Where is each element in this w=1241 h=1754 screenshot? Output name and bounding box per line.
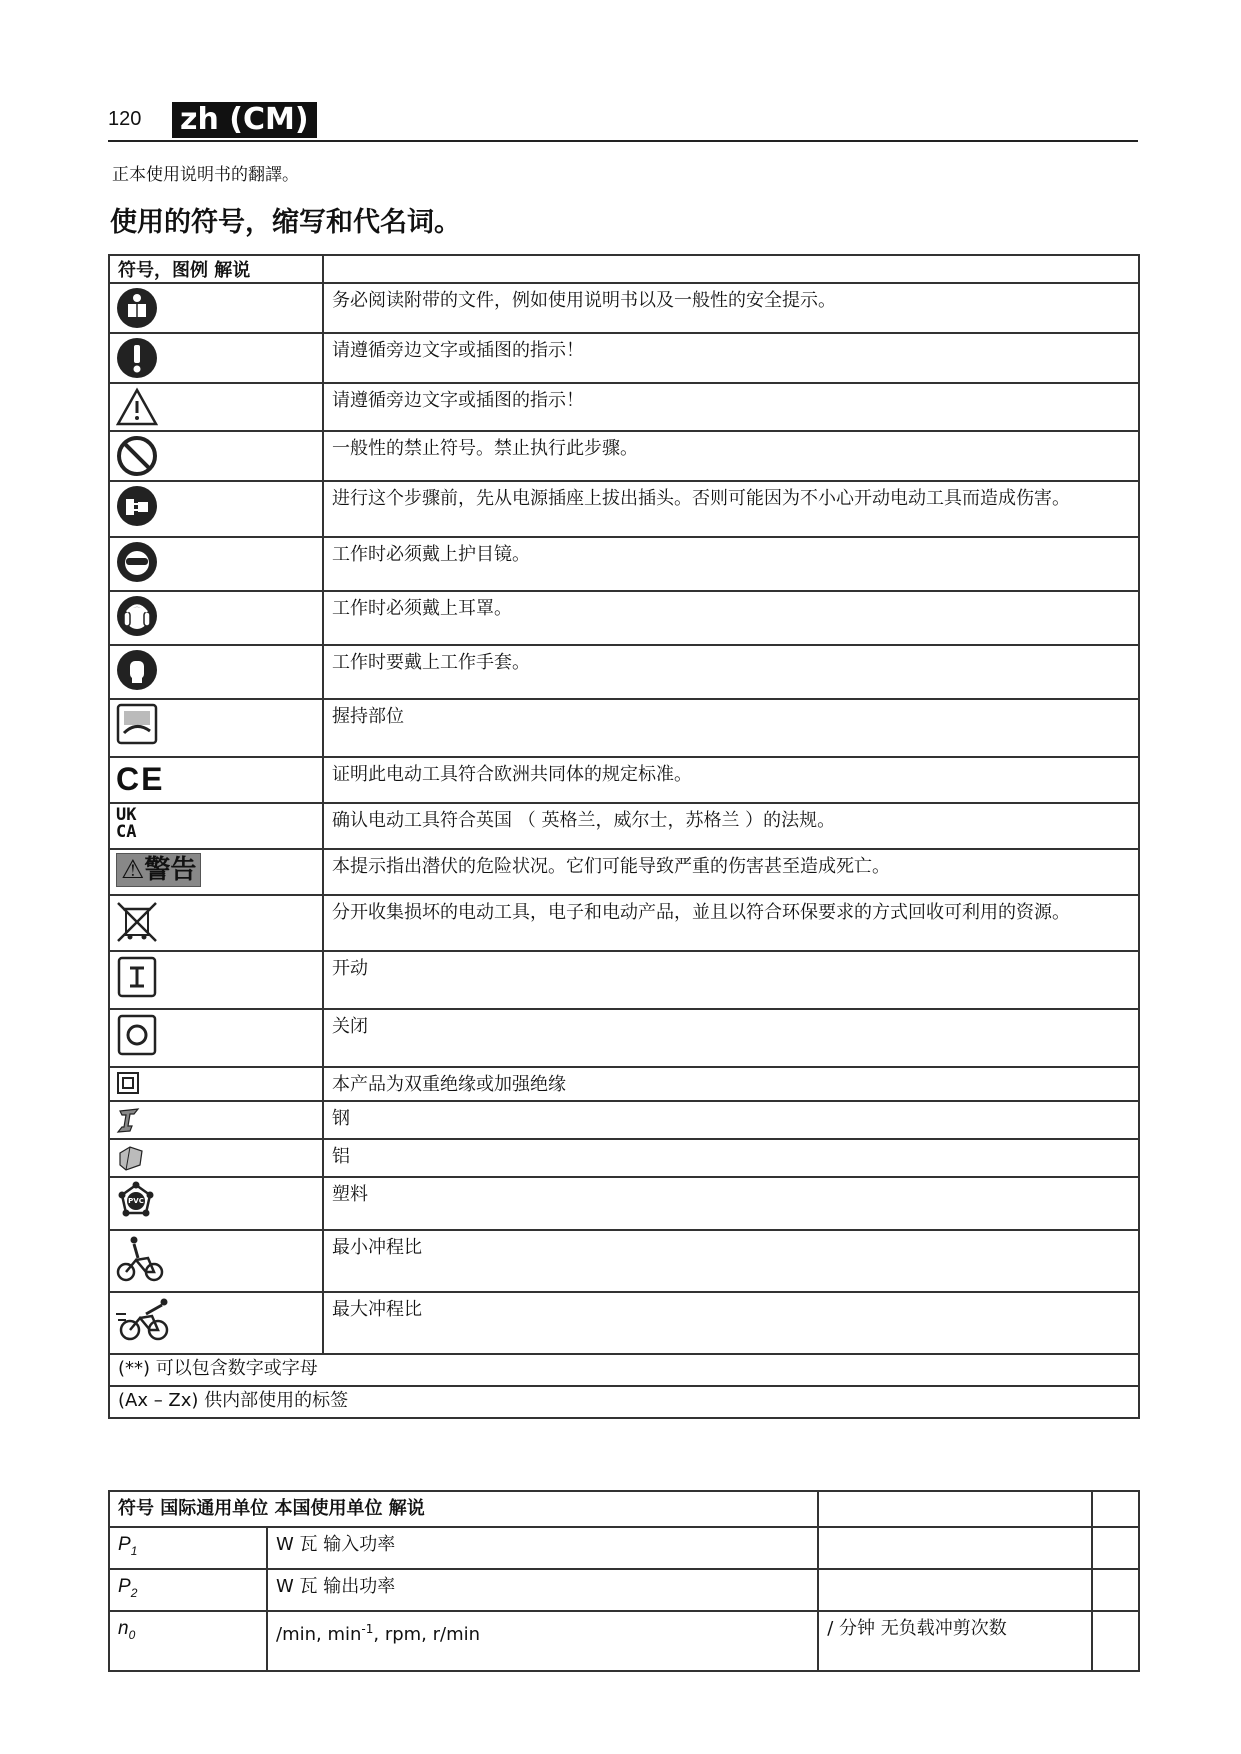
page-header (108, 104, 1138, 142)
table-row (109, 1101, 1139, 1139)
table-row (109, 1527, 1139, 1569)
table-row (109, 1611, 1139, 1671)
row-description: 请遵循旁边文字或插图的指示！ (323, 333, 1139, 383)
warning-triangle-icon (116, 387, 158, 427)
grip-surface-icon (116, 703, 158, 745)
min-stroke-bicycle-icon (116, 1234, 164, 1282)
read-manual-icon (116, 287, 158, 329)
mandatory-exclamation-icon (116, 337, 158, 379)
aluminium-icon (116, 1143, 146, 1173)
unit-table (108, 1490, 1140, 1672)
unit-symbol: $P_1$ (109, 1527, 267, 1569)
table-row (109, 645, 1139, 699)
unit-header: 符号 国际通用单位 本国使用单位 解说 (109, 1491, 818, 1527)
table-row (109, 951, 1139, 1009)
table-row (109, 537, 1139, 591)
pvc-label: PVC (128, 1197, 144, 1205)
table-row (109, 591, 1139, 645)
table-row (109, 1292, 1139, 1354)
row-description: 关闭 (323, 1009, 1139, 1067)
table-row (109, 1177, 1139, 1230)
warning-badge-text: 警告 (144, 855, 197, 885)
unit-local: / 分钟 无负载冲剪次数 (818, 1611, 1092, 1671)
row-description: 最大冲程比 (323, 1292, 1139, 1354)
table-row (109, 1009, 1139, 1067)
unit-symbol: $P_2$ (109, 1569, 267, 1611)
note-row: (**) 可以包含数字或字母 (109, 1354, 1139, 1386)
subscript: 1 (130, 1543, 138, 1558)
gloves-icon (116, 649, 158, 691)
row-description: 确认电动工具符合英国 （ 英格兰，威尔士，苏格兰 ）的法规。 (323, 803, 1139, 849)
row-description: 务必阅读附带的文件，例如使用说明书以及一般性的安全提示。 (323, 283, 1139, 333)
table-row (109, 895, 1139, 951)
row-description: 工作时必须戴上护目镜。 (323, 537, 1139, 591)
row-description: 一般性的禁止符号。禁止执行此步骤。 (323, 431, 1139, 481)
row-description: 请遵循旁边文字或插图的指示！ (323, 383, 1139, 431)
switch-on-icon (116, 955, 158, 999)
table-row (109, 757, 1139, 803)
row-description: 钢 (323, 1101, 1139, 1139)
table-row (109, 431, 1139, 481)
table-row (109, 849, 1139, 895)
weee-bin-icon (116, 899, 158, 945)
plastic-pvc-icon (116, 1181, 156, 1221)
row-description: 开动 (323, 951, 1139, 1009)
table-header-row (109, 1491, 1139, 1527)
unit-intl: W 瓦 输出功率 (267, 1569, 818, 1611)
header-empty-cell (1092, 1491, 1139, 1527)
row-description: 进行这个步骤前，先从电源插座上拔出插头。否则可能因为不小心开动电动工具而造成伤害。 (323, 481, 1139, 537)
ear-protection-icon (116, 595, 158, 637)
table-row (109, 383, 1139, 431)
row-description: 本提示指出潜伏的危险状况。它们可能导致严重的伤害甚至造成死亡。 (323, 849, 1139, 895)
row-description: 最小冲程比 (323, 1230, 1139, 1292)
note-row: (Ax – Zx) 供内部使用的标签 (109, 1386, 1139, 1418)
table-row (109, 1386, 1139, 1418)
row-description: 工作时必须戴上耳罩。 (323, 591, 1139, 645)
table-row (109, 1230, 1139, 1292)
unit-desc (1092, 1569, 1139, 1611)
unit-desc (1092, 1527, 1139, 1569)
unit-desc (1092, 1611, 1139, 1671)
row-description: 分开收集损坏的电动工具，电子和电动产品，並且以符合环保要求的方式回收可利用的资源。 (323, 895, 1139, 951)
table-row (109, 803, 1139, 849)
row-description: 本产品为双重绝缘或加强绝缘 (323, 1067, 1139, 1101)
double-insulation-icon (116, 1071, 140, 1095)
unit-intl-text: /min, $\min^{-1}$, rpm, r/min (276, 1621, 481, 1645)
table-row (109, 1067, 1139, 1101)
unit-symbol: $n_0$ (109, 1611, 267, 1671)
unplug-icon (116, 485, 158, 527)
table-row (109, 283, 1139, 333)
prohibition-icon (116, 435, 158, 477)
eye-protection-icon (116, 541, 158, 583)
row-description: 握持部位 (323, 699, 1139, 757)
header-empty-cell (818, 1491, 1092, 1527)
warning-label-icon (116, 853, 201, 887)
language-tag: zh (CM) (172, 102, 317, 138)
warning-sign-glyph: ⚠ (121, 855, 145, 885)
row-description: 证明此电动工具符合欧洲共同体的规定标准。 (323, 757, 1139, 803)
table-row (109, 1139, 1139, 1177)
row-description: 铝 (323, 1139, 1139, 1177)
max-stroke-bicycle-icon (116, 1296, 176, 1342)
symbol-table (108, 254, 1140, 1419)
superscript: -1 (361, 1621, 374, 1636)
row-description: 工作时要戴上工作手套。 (323, 645, 1139, 699)
unit-local (818, 1569, 1092, 1611)
ukca-mark-icon: UK CA (116, 805, 137, 842)
subscript: 2 (130, 1585, 138, 1600)
steel-icon (116, 1105, 146, 1135)
unit-intl (267, 1611, 818, 1671)
table-row (109, 333, 1139, 383)
unit-intl: W 瓦 输入功率 (267, 1527, 818, 1569)
intro-text: 正本使用说明书的翻譯。 (112, 165, 299, 185)
row-description: 塑料 (323, 1177, 1139, 1230)
table-row (109, 699, 1139, 757)
symbol-header: 符号，图例 解说 (109, 255, 323, 283)
table-row (109, 1569, 1139, 1611)
unit-local (818, 1527, 1092, 1569)
table-row (109, 1354, 1139, 1386)
header-empty-cell (323, 255, 1139, 283)
page-number: 120 (108, 108, 142, 130)
ce-mark-icon: CE (116, 761, 165, 797)
table-row (109, 481, 1139, 537)
subscript: 0 (128, 1627, 136, 1642)
table-header-row (109, 255, 1139, 283)
section-title: 使用的符号，缩写和代名词。 (110, 207, 461, 238)
switch-off-icon (116, 1013, 158, 1057)
